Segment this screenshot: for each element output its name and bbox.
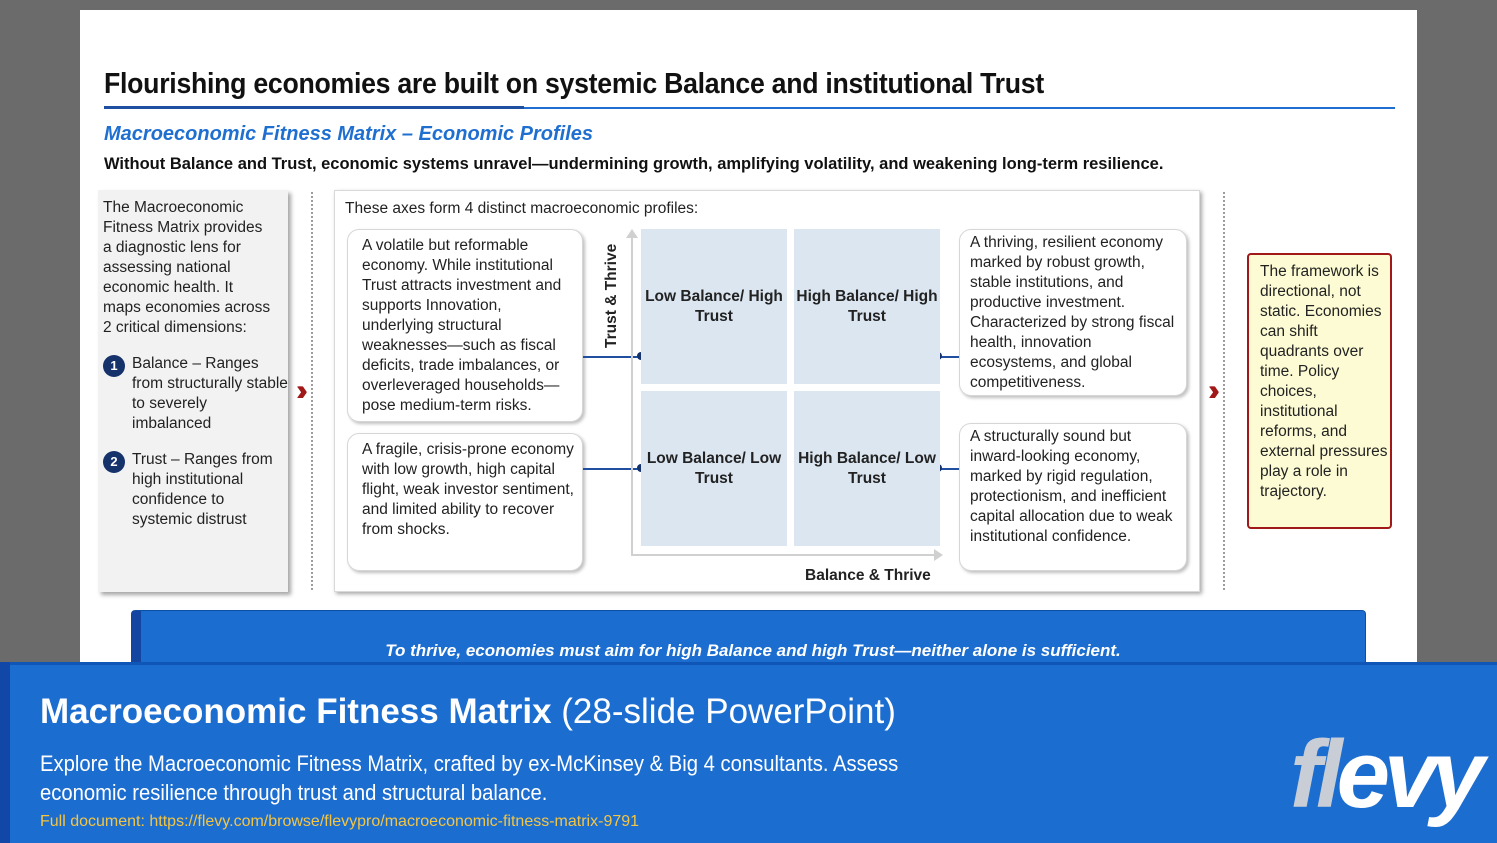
quadrant-low-balance-low-trust: Low Balance/ Low Trust	[641, 391, 787, 546]
footer-title-bold: Macroeconomic Fitness Matrix	[40, 692, 552, 731]
matrix-panel	[334, 190, 1200, 592]
dimension-text: Trust – Ranges from high institutional confidence to systemic distrust	[132, 451, 273, 528]
y-axis-arrow-icon	[626, 229, 638, 238]
matrix-heading: These axes form 4 distinct macroeconomic profiles:	[345, 200, 699, 217]
quadrant-high-balance-low-trust: High Balance/ Low Trust	[794, 391, 940, 546]
flevy-logo: flevy	[1290, 721, 1479, 828]
slide-title: Flourishing economies are built on systemic Balance and institutional Trust	[104, 68, 1044, 100]
footer-title-light: (28-slide PowerPoint)	[561, 692, 896, 731]
quadrant-high-balance-high-trust: High Balance/ High Trust	[794, 229, 940, 384]
x-axis-label: Balance & Thrive	[805, 567, 931, 584]
number-badge-icon: 2	[103, 451, 125, 473]
framework-note: The framework is directional, not static. Economies can shift quadrants over time. Policy choices, institutional reforms, and external pressures play a role in trajectory.	[1247, 253, 1392, 529]
slide-subtitle: Macroeconomic Fitness Matrix – Economic Profiles	[104, 123, 594, 145]
profile-card-top-left: A volatile but reformable economy. While institutional Trust attracts investment and supports Innovation, underlying structural weaknesses—such as fiscal deficits, trade imbalances, or overleveraged households—pose medium-term risks.	[347, 229, 583, 422]
dimension-text: Balance – Ranges from structurally stable to severely imbalanced	[132, 355, 288, 432]
dimension-item	[103, 354, 288, 434]
x-axis-arrow-icon	[934, 549, 943, 561]
y-axis	[631, 236, 633, 554]
number-badge-icon: 1	[103, 355, 125, 377]
divider-left	[311, 192, 313, 590]
footer-edge	[0, 662, 10, 843]
x-axis	[631, 554, 934, 556]
profile-card-bottom-right: A structurally sound but inward-looking economy, marked by rigid regulation, protectionism, and inefficient capital allocation due to weak institutional confidence.	[959, 423, 1187, 571]
document-link[interactable]: Full document: https://flevy.com/browse/flevypro/macroeconomic-fitness-matrix-9791	[40, 813, 640, 830]
slide-tagline: Without Balance and Trust, economic systems unravel—undermining growth, amplifying volatility, and weakening long-term resilience.	[104, 155, 1164, 173]
profile-card-top-right: A thriving, resilient economy marked by robust growth, stable institutions, and productive investment. Characterized by strong fiscal health, innovation ecosystems, and global competitiveness.	[959, 229, 1187, 396]
dimensions-panel	[98, 190, 288, 592]
footer	[0, 662, 1497, 843]
divider-right	[1223, 192, 1225, 590]
slide	[80, 10, 1417, 670]
y-axis-label: Trust & Thrive	[603, 243, 620, 348]
profile-card-bottom-left: A fragile, crisis-prone economy with low growth, high capital flight, weak investor sentiment, and limited ability to recover from shocks.	[347, 433, 583, 571]
quadrant-low-balance-high-trust: Low Balance/ High Trust	[641, 229, 787, 384]
conclusion-text: To thrive, economies must aim for high Balance and high Trust—neither alone is sufficient.	[385, 641, 1121, 660]
footer-description: Explore the Macroeconomic Fitness Matrix, crafted by ex-McKinsey & Big 4 consultants. Assess economic resilience through trust and structural balance.	[40, 751, 899, 805]
title-rule-accent	[104, 106, 524, 109]
dimensions-intro: The Macroeconomic Fitness Matrix provides a diagnostic lens for assessing national economic health. It maps economies across 2 critical dimensions:	[103, 199, 271, 336]
dimension-item	[103, 450, 288, 530]
footer-title	[40, 692, 896, 732]
